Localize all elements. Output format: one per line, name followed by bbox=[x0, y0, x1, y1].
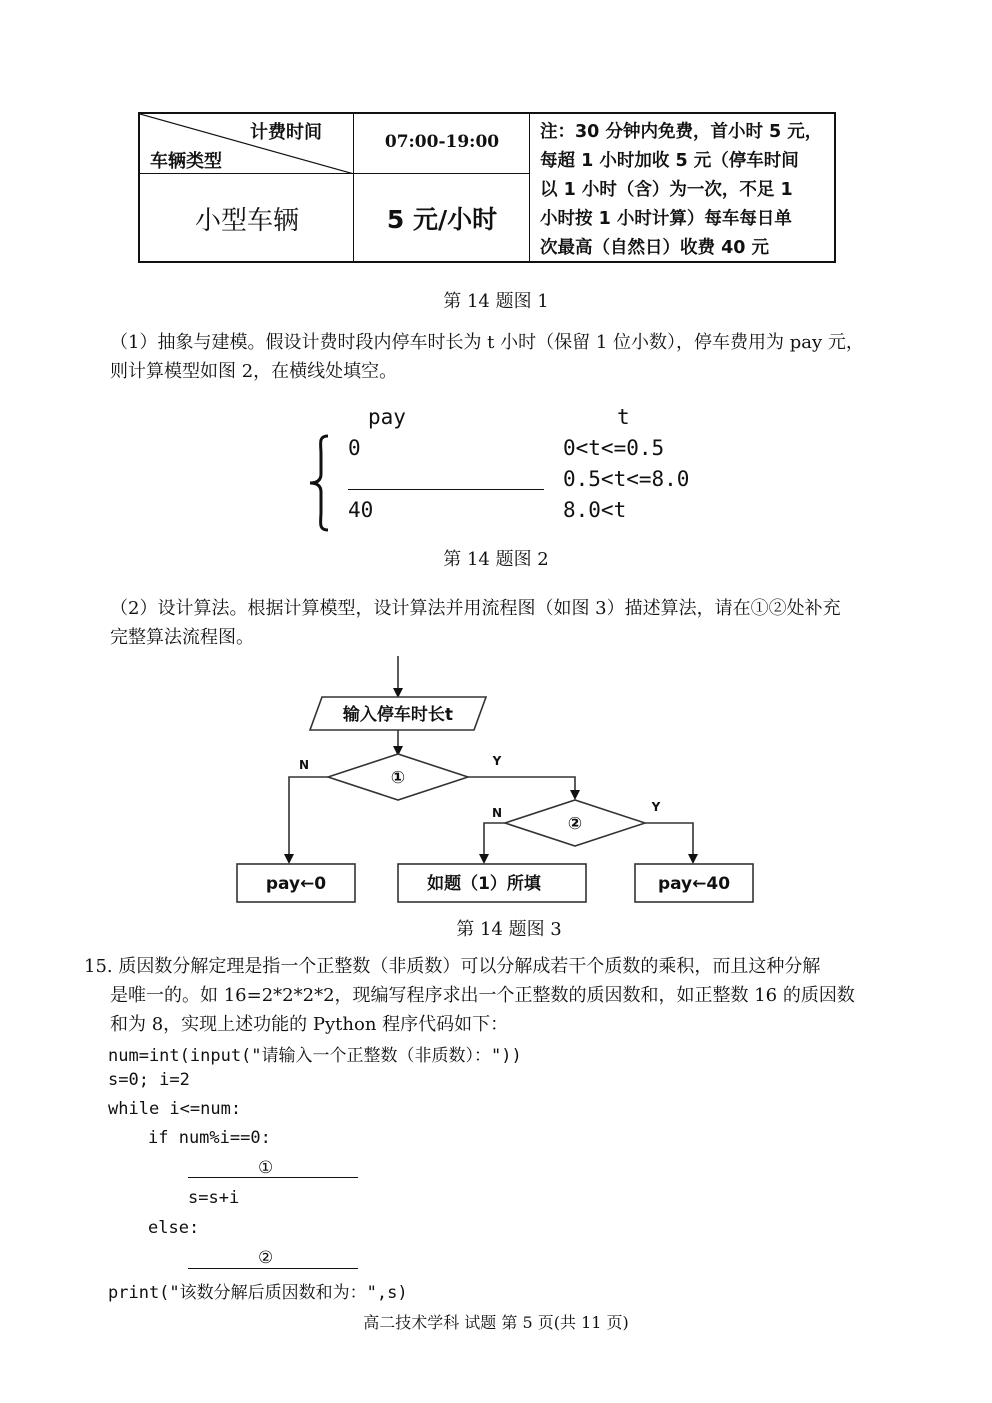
fill-in-blank bbox=[348, 489, 544, 490]
question-15-line: 15. 质因数分解定理是指一个正整数（非质数）可以分解成若干个质数的乘积，而且这种分解 bbox=[84, 956, 821, 977]
decision-1-label: ① bbox=[390, 768, 406, 788]
header-time-label: 计费时间 bbox=[250, 122, 322, 143]
no-label: N bbox=[491, 806, 503, 820]
figure-caption: 第 14 题图 1 bbox=[443, 291, 549, 312]
time-range: 07:00-19:00 bbox=[384, 132, 500, 152]
model-pay-value: 40 bbox=[348, 498, 374, 522]
yes-label: Y bbox=[492, 754, 502, 768]
flow-arrow bbox=[645, 823, 693, 860]
blank-1-marker: ① bbox=[258, 1158, 274, 1178]
yes-label: Y bbox=[651, 800, 661, 814]
pay-zero-label: pay←0 bbox=[265, 874, 327, 894]
page-footer: 高二技术学科 试题 第 5 页(共 11 页) bbox=[363, 1313, 629, 1332]
flow-arrow bbox=[484, 823, 505, 860]
decision-2-label: ② bbox=[567, 814, 583, 834]
fee-table bbox=[138, 112, 836, 263]
header-vehicle-label: 车辆类型 bbox=[150, 151, 222, 172]
rate-value: 5 元/小时 bbox=[386, 205, 498, 234]
paragraph-line: 则计算模型如图 2，在横线处填空。 bbox=[110, 361, 398, 382]
question-15-line: 是唯一的。如 16=2*2*2*2，现编写程序求出一个正整数的质因数和，如正整数 16 的质因数 bbox=[110, 985, 855, 1006]
model-t-condition: 0<t<=0.5 bbox=[563, 436, 665, 460]
flow-arrow bbox=[289, 777, 328, 860]
figure-caption: 第 14 题图 3 bbox=[456, 919, 562, 940]
note-line: 每超 1 小时加收 5 元（停车时间 bbox=[540, 151, 799, 171]
code-line: else: bbox=[148, 1218, 200, 1238]
model-pay-value: 0 bbox=[348, 436, 361, 460]
flow-arrow bbox=[468, 777, 575, 796]
code-line: print("该数分解后质因数和为：",s) bbox=[108, 1283, 408, 1303]
no-label: N bbox=[298, 758, 310, 772]
model-header-pay: pay bbox=[368, 405, 406, 429]
model-t-condition: 0.5<t<=8.0 bbox=[563, 467, 690, 491]
question-15-line: 和为 8，实现上述功能的 Python 程序代码如下： bbox=[110, 1014, 509, 1035]
code-line: s=0; i=2 bbox=[108, 1070, 190, 1090]
model-header-t: t bbox=[617, 405, 630, 429]
vehicle-type: 小型车辆 bbox=[194, 206, 299, 236]
note-line: 小时按 1 小时计算）每车每日单 bbox=[540, 209, 792, 229]
blank-2-line bbox=[188, 1268, 358, 1269]
blank-2-marker: ② bbox=[258, 1248, 274, 1268]
code-line: if num%i==0: bbox=[148, 1128, 271, 1148]
code-line: num=int(input("请输入一个正整数（非质数）：")) bbox=[108, 1046, 522, 1066]
input-label: 输入停车时长t bbox=[342, 705, 454, 725]
pay-forty-label: pay←40 bbox=[657, 874, 731, 894]
note-line: 次最高（自然日）收费 40 元 bbox=[540, 238, 770, 258]
figure-caption: 第 14 题图 2 bbox=[443, 549, 549, 570]
algorithm-flowchart bbox=[0, 650, 992, 910]
model-t-condition: 8.0<t bbox=[563, 498, 627, 522]
paragraph-line: （1）抽象与建模。假设计费时段内停车时长为 t 小时（保留 1 位小数），停车费用为 pay 元， bbox=[110, 332, 864, 353]
code-line: s=s+i bbox=[188, 1188, 240, 1208]
note-line: 以 1 小时（含）为一次，不足 1 bbox=[540, 180, 793, 200]
paragraph-line: 完整算法流程图。 bbox=[110, 627, 254, 648]
model-box-label: 如题（1）所填 bbox=[427, 874, 541, 894]
left-brace bbox=[306, 434, 332, 532]
paragraph-line: （2）设计算法。根据计算模型，设计算法并用流程图（如图 3）描述算法，请在①②处补充 bbox=[110, 598, 841, 619]
note-line: 注：30 分钟内免费，首小时 5 元， bbox=[540, 122, 823, 142]
code-line: while i<=num: bbox=[108, 1099, 242, 1119]
